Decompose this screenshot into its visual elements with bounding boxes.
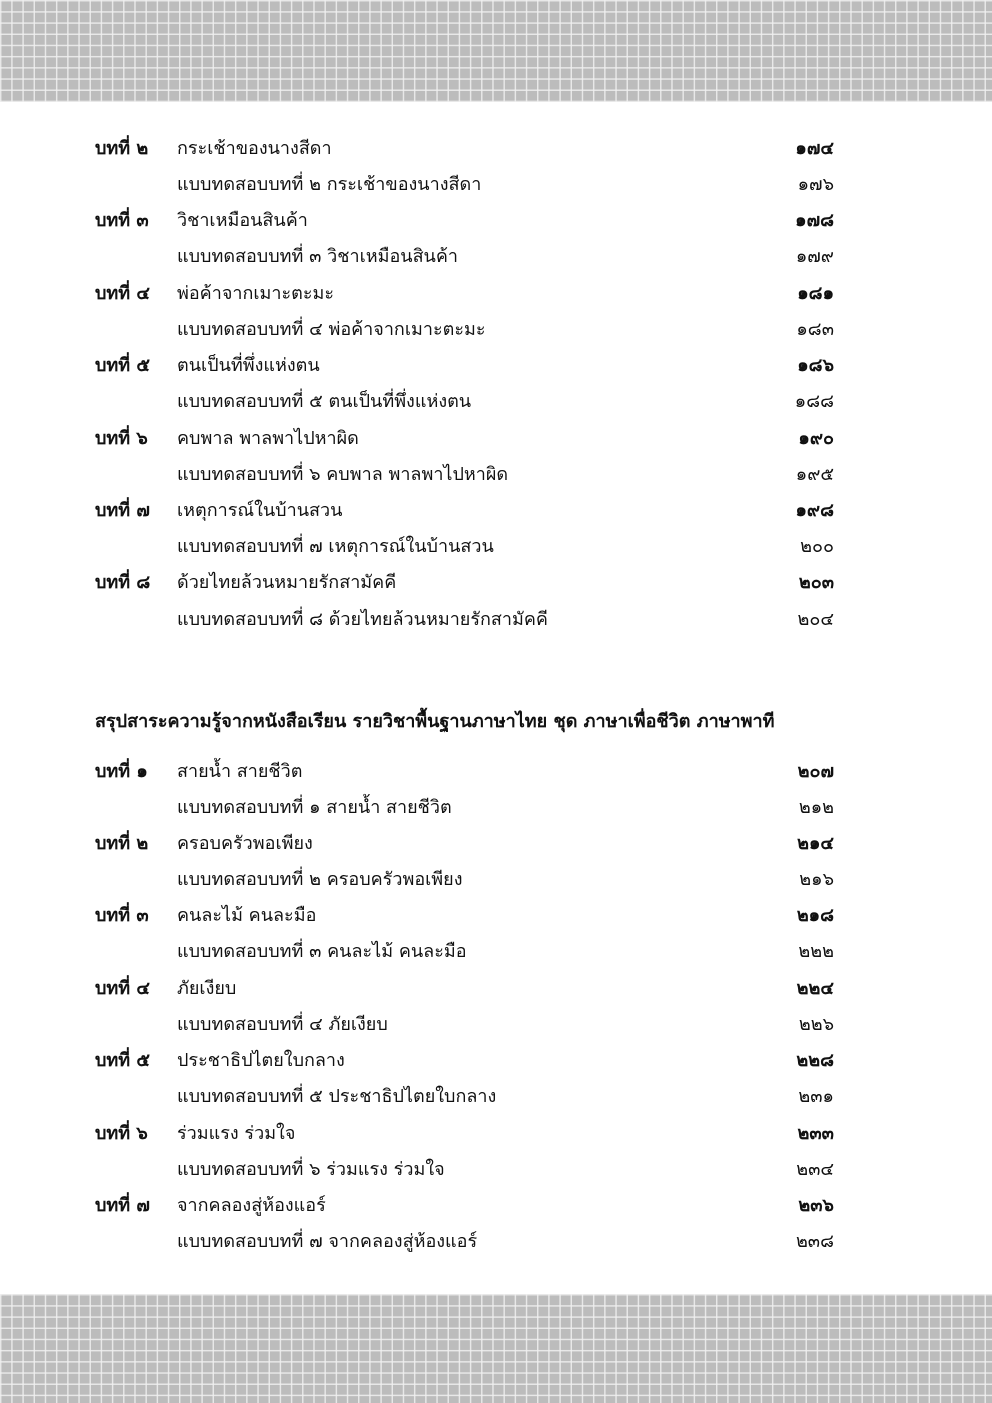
chapter-label: บทที่ ๗ — [95, 1195, 150, 1216]
chapter-title: พ่อค้าจากเมาะตะมะ — [177, 283, 335, 304]
page-number: ๒๑๘ — [796, 905, 834, 926]
toc-quiz-row[interactable] — [0, 1013, 992, 1049]
page-number: ๒๐๗ — [797, 761, 834, 782]
toc-chapter-row[interactable] — [0, 760, 992, 796]
toc-chapter-row[interactable] — [0, 137, 992, 173]
toc-chapter-row[interactable] — [0, 427, 992, 463]
page-number: ๒๒๔ — [796, 978, 834, 999]
toc-chapter-row[interactable] — [0, 282, 992, 318]
page-number: ๒๒๖ — [798, 1014, 834, 1035]
toc-quiz-row[interactable] — [0, 173, 992, 209]
chapter-title: ด้วยไทยล้วนหมายรักสามัคคี — [177, 572, 397, 593]
quiz-title: แบบทดสอบบทที่ ๔ ภัยเงียบ — [177, 1014, 388, 1035]
quiz-title: แบบทดสอบบทที่ ๖ ร่วมแรง ร่วมใจ — [177, 1159, 445, 1180]
section-heading: สรุปสาระความรู้จากหนังสือเรียน รายวิชาพื้นฐานภาษาไทย ชุด ภาษาเพื่อชีวิต ภาษาพาที — [95, 711, 775, 732]
quiz-title: แบบทดสอบบทที่ ๒ กระเช้าของนางสีดา — [177, 174, 482, 195]
page-number: ๑๘๖ — [797, 355, 834, 376]
toc-quiz-row[interactable] — [0, 796, 992, 832]
chapter-label: บทที่ ๕ — [95, 355, 151, 376]
chapter-label: บทที่ ๕ — [95, 1050, 151, 1071]
chapter-label: บทที่ ๓ — [95, 905, 149, 926]
footer-grid-band — [0, 1294, 992, 1403]
page-number: ๒๑๒ — [798, 797, 834, 818]
page-number: ๒๐๐ — [800, 536, 834, 557]
quiz-title: แบบทดสอบบทที่ ๖ คบพาล พาลพาไปหาผิด — [177, 464, 509, 485]
quiz-title: แบบทดสอบบทที่ ๘ ด้วยไทยล้วนหมายรักสามัคคี — [177, 609, 548, 630]
toc-chapter-row[interactable] — [0, 209, 992, 245]
toc-quiz-row[interactable] — [0, 535, 992, 571]
page-number: ๑๙๘ — [795, 500, 834, 521]
chapter-title: ประชาธิปไตยใบกลาง — [177, 1050, 345, 1071]
toc-quiz-row[interactable] — [0, 608, 992, 644]
toc-chapter-row[interactable] — [0, 1122, 992, 1158]
quiz-title: แบบทดสอบบทที่ ๒ ครอบครัวพอเพียง — [177, 869, 463, 890]
quiz-title: แบบทดสอบบทที่ ๗ จากคลองสู่ห้องแอร์ — [177, 1231, 478, 1252]
header-grid-band — [0, 0, 992, 102]
toc-chapter-row[interactable] — [0, 571, 992, 607]
toc-chapter-row[interactable] — [0, 832, 992, 868]
chapter-title: คนละไม้ คนละมือ — [177, 905, 317, 926]
toc-quiz-row[interactable] — [0, 245, 992, 281]
quiz-title: แบบทดสอบบทที่ ๕ ประชาธิปไตยใบกลาง — [177, 1086, 497, 1107]
toc-chapter-row[interactable] — [0, 499, 992, 535]
chapter-title: จากคลองสู่ห้องแอร์ — [177, 1195, 326, 1216]
toc-chapter-row[interactable] — [0, 1194, 992, 1230]
page-number: ๑๙๐ — [798, 428, 834, 449]
toc-chapter-row[interactable] — [0, 904, 992, 940]
toc-chapter-row[interactable] — [0, 354, 992, 390]
chapter-label: บทที่ ๑ — [95, 761, 148, 782]
chapter-label: บทที่ ๘ — [95, 572, 151, 593]
chapter-label: บทที่ ๖ — [95, 1123, 148, 1144]
page-number: ๒๒๘ — [796, 1050, 834, 1071]
chapter-title: ร่วมแรง ร่วมใจ — [177, 1123, 296, 1144]
chapter-title: ครอบครัวพอเพียง — [177, 833, 313, 854]
toc-quiz-row[interactable] — [0, 940, 992, 976]
page-number: ๒๓๑ — [798, 1086, 834, 1107]
quiz-title: แบบทดสอบบทที่ ๓ คนละไม้ คนละมือ — [177, 941, 467, 962]
chapter-title: กระเช้าของนางสีดา — [177, 138, 332, 159]
page-number: ๑๗๙ — [795, 246, 834, 267]
chapter-label: บทที่ ๔ — [95, 283, 151, 304]
page-number: ๑๘๑ — [797, 283, 834, 304]
chapter-label: บทที่ ๓ — [95, 210, 149, 231]
page-number: ๑๘๘ — [794, 391, 834, 412]
chapter-label: บทที่ ๒ — [95, 833, 149, 854]
chapter-label: บทที่ ๖ — [95, 428, 148, 449]
chapter-title: สายน้ำ สายชีวิต — [177, 761, 303, 782]
chapter-title: ภัยเงียบ — [177, 978, 237, 999]
page-number: ๑๗๘ — [795, 210, 834, 231]
page-number: ๒๒๒ — [798, 941, 834, 962]
quiz-title: แบบทดสอบบทที่ ๑ สายน้ำ สายชีวิต — [177, 797, 452, 818]
toc-quiz-row[interactable] — [0, 1230, 992, 1266]
page-number: ๑๘๓ — [796, 319, 834, 340]
chapter-label: บทที่ ๔ — [95, 978, 151, 999]
chapter-label: บทที่ ๒ — [95, 138, 149, 159]
toc-quiz-row[interactable] — [0, 868, 992, 904]
toc-quiz-row[interactable] — [0, 1085, 992, 1121]
toc-chapter-row[interactable] — [0, 1049, 992, 1085]
page-number: ๑๙๕ — [795, 464, 834, 485]
toc-quiz-row[interactable] — [0, 390, 992, 426]
page-number: ๒๓๓ — [797, 1123, 834, 1144]
page-number: ๒๑๖ — [799, 869, 834, 890]
chapter-title: ตนเป็นที่พึ่งแห่งตน — [177, 355, 320, 376]
page-number: ๒๓๘ — [795, 1231, 834, 1252]
page-number: ๒๑๔ — [797, 833, 834, 854]
quiz-title: แบบทดสอบบทที่ ๓ วิชาเหมือนสินค้า — [177, 246, 459, 267]
page-number: ๒๐๓ — [798, 572, 834, 593]
toc-chapter-row[interactable] — [0, 977, 992, 1013]
quiz-title: แบบทดสอบบทที่ ๗ เหตุการณ์ในบ้านสวน — [177, 536, 494, 557]
page-number: ๑๗๖ — [797, 174, 834, 195]
chapter-title: วิชาเหมือนสินค้า — [177, 210, 308, 231]
toc-quiz-row[interactable] — [0, 318, 992, 354]
chapter-title: เหตุการณ์ในบ้านสวน — [177, 500, 343, 521]
page-number: ๒๓๖ — [798, 1195, 834, 1216]
quiz-title: แบบทดสอบบทที่ ๕ ตนเป็นที่พึ่งแห่งตน — [177, 391, 472, 412]
page-number: ๒๓๔ — [796, 1159, 834, 1180]
toc-quiz-row[interactable] — [0, 463, 992, 499]
page-number: ๒๐๔ — [797, 609, 834, 630]
page-number: ๑๗๔ — [795, 138, 834, 159]
chapter-title: คบพาล พาลพาไปหาผิด — [177, 428, 359, 449]
chapter-label: บทที่ ๗ — [95, 500, 150, 521]
quiz-title: แบบทดสอบบทที่ ๔ พ่อค้าจากเมาะตะมะ — [177, 319, 486, 340]
toc-quiz-row[interactable] — [0, 1158, 992, 1194]
